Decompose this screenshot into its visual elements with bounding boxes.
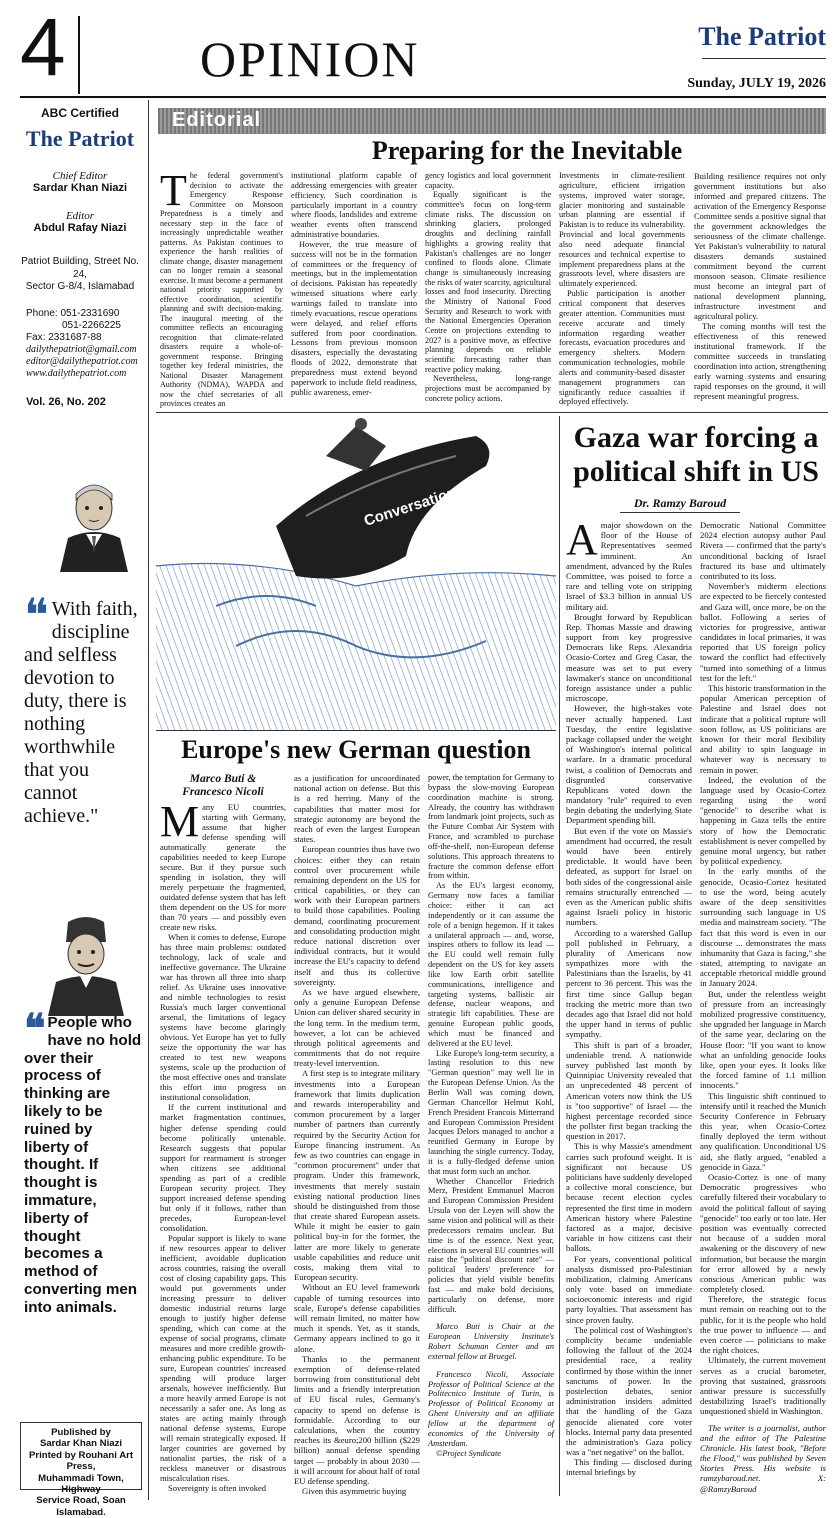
quote-2	[24, 1007, 142, 1317]
editorial-col-2	[291, 171, 417, 397]
phone: Phone: 051-2331690	[26, 307, 120, 319]
quote-mark: ❝	[24, 590, 49, 641]
gaza-col-1	[566, 515, 692, 1478]
paragraph: Therefore, the strategic focus must remain on reaching out to the public, for it is the people who hold the true power to influence — and even coerce — politicians to make the right choices.	[700, 1294, 826, 1356]
paragraph: Amajor showdown on the floor of the House of Representatives seemed imminent. An amendment, advanced by the Rules Committee, was poised to force a rare and telling vote on stripping Israel of $3.3 billion in annual US military aid.	[566, 515, 692, 612]
cartoon-bottom-rule	[156, 730, 556, 731]
europe-byline	[160, 773, 286, 799]
paragraph: November's midterm elections are expected to be fiercely contested and Gaza will, once more, be on the ballot. Following a series of victories for progressive, antiwar candidates in local primaries, it was reported that US foreign policy toward the conflict had effectively "turned into something of a litmus test for the left."	[700, 581, 826, 683]
gaza-byline-rule	[620, 512, 740, 513]
editorial-banner-label: Editorial	[172, 109, 262, 131]
paragraph: as a justification for uncoordinated national action on defense. But this is a red herring. Many of the capabilities that matter most for strategic autonomy are beyond the reach of even the largest European states.	[294, 773, 420, 845]
editor-name: Abdul Rafay Niazi	[33, 222, 127, 234]
paragraph: Sovereignty is often invoked	[168, 1483, 266, 1494]
volume: Vol. 26, No. 202	[26, 395, 106, 408]
editorial-banner	[158, 108, 826, 134]
paragraph: Ultimately, the current movement serves as a crucial barometer, proving that sustained, grassroots antiwar pressure is successfully destabilizing Israel's traditionally unquestioned shield in Washington.	[700, 1355, 826, 1417]
paragraph: institutional platform capable of addressing emergencies with greater efficiency. Such coordination is particularly important in a country where floods, landslides and extreme weather events often transcend administrative boundaries.	[291, 171, 417, 240]
publisher-line: Published by	[51, 1427, 111, 1438]
editor-role: Editor	[65, 210, 95, 222]
europe-col-1	[160, 797, 286, 1494]
sidebar-rule	[148, 100, 149, 1500]
masthead-brand-rule	[702, 58, 826, 59]
paragraph: Many EU countries, starting with Germany, assume that higher defense spending will automatically generate the capabilities needed to keep Europe secure. But if they pursue such spending in isolation, they will merely perpetuate the fragmented, outdated defense system that has left them dependent on the US for more than 70 years — and possibly even create new risks.	[160, 797, 286, 933]
europe-col-2	[294, 773, 420, 1496]
paragraph: Given this asymmetric buying	[302, 1486, 407, 1497]
paragraph: Thanks to the permanent exemption of defense-related borrowing from constitutional debt limits and a friendly interpretation of EU fiscal rules, Germany's capacity to spend on defense is formidable. According to our calculations, when the country reaches its &euro;200 billion ($229 billion) annual defense spending target — probably in about 2030 — it will account for about half of total EU defense spending.	[294, 1353, 420, 1486]
publisher-line: Sardar Khan Niazi	[39, 1438, 123, 1450]
quote-text: With faith, discipline and selfless devotion to duty, there is nothing worthwhile that you cannot achieve."	[24, 598, 138, 827]
paragraph: This is why Massie's amendment carries such profound weight. It is significant not because US politicians have suddenly developed a collective moral conscience, but because recent election cycles represented the first time in modern American history where Palestine factored as a major, decisive variable in how citizens cast their ballots.	[566, 1141, 692, 1254]
europe-headline: Europe's new German question	[181, 735, 531, 764]
section-title: OPINION	[200, 31, 420, 87]
paragraph: Whether Chancellor Friedrich Merz, President Emmanuel Macron and European Commission President Ursula von der Leyen will show the same vision and political will as their predecessors remains unclear. But time is of the essence. Next year, elections in several EU countries will raise the "political discount rate" — political leaders' preference for policies that yield visible benefits fast — and make bold decisions, particularly on defense, more difficult.	[428, 1176, 554, 1314]
paragraph: As the EU's largest economy, Germany now faces a familiar choice: either it can act independently or it can assume the role of a benign hegemon. If it takes a unilateral approach — and, worse, inspires others to follow its lead — the EU could well remain fully dependent on the US for key assets like low Earth orbit satellite communications, intelligence and targeting systems, ballistic air defense, nuclear weapons, and strategic lift capabilities. These are genuine European public goods, which must be financed and delivered at the EU level.	[428, 881, 554, 1048]
publisher-line: Service Road, Soan Islamabad.	[36, 1495, 126, 1518]
website: www.dailythepatriot.com	[26, 367, 127, 379]
abc-certified: ABC Certified	[40, 106, 119, 120]
paragraph: According to a watershed Gallup poll published in February, a plurality of Americans now sympathizes more with the Palestinians than the Israelis, by 41 percent to 36 percent. This was the first time since Gallup began tracking the metric more than two decades ago that Israel did not hold the upper hand in terms of public sympathy.	[566, 927, 692, 1040]
masthead-brand: The Patriot	[698, 22, 826, 51]
editorial-col-1	[160, 166, 283, 409]
editorial-col-3	[425, 171, 551, 404]
paragraph: Building resilience requires not only government institutions but also informed and prepared citizens. The activation of the Emergency Response Committee sends a positive signal that the government acknowledges the seriousness of the climate challenge. Yet Pakistan's vulnerability to natural disasters demands sustained commitment beyond the current monsoon season. Climate resilience must become an integral part of national development planning, infrastructure investment and agricultural policy.	[694, 171, 826, 322]
masthead-rule	[20, 96, 826, 98]
paragraph: The political cost of Washington's complicity became undeniable following the fallout of the 2024 presidential race, a reality confirmed by those within the inner sanctums of power. In the postelection debates, senior administration insiders admitted that the handling of the Gaza genocide alienated core voter blocks. Internal party data presented the administration's Gaza policy was a "net negative" on the ballot.	[566, 1324, 692, 1458]
sidebar-brand: The Patriot	[25, 126, 135, 151]
publisher-line: Muhammadi Town, Highway	[38, 1472, 124, 1496]
paragraph: Public participation is another critical component that deserves greater attention. Communities must receive accurate and timely information regarding weather forecasts, evacuation procedures and emergency shelters. Modern communication technologies, mobile alerts and community-based disaster management programmers can significantly reduce casualties if deployed effectively.	[559, 289, 685, 407]
phone: 051-2266225	[62, 319, 121, 331]
email: editor@dailythepatriot.com	[26, 355, 138, 367]
paragraph: Indeed, the evolution of the language used by Ocasio-Cortez regarding using the word "genocide" to describe what is happening in Gaza tells the entire story of how the Democratic establishment is never compelled by genuine moral urgency, but rather by political expediency.	[700, 774, 826, 867]
paragraph: The coming months will test the effectiveness of this renewed institutional framework. If the committee succeeds in translating coordination into action, strengthening early warning systems and ensuring rapid responses on the ground, it will represent meaningful progress.	[694, 321, 826, 402]
editorial-col-5	[694, 171, 826, 401]
page-number: 4	[20, 2, 66, 93]
paragraph: This finding — disclosed during internal briefings by	[566, 1457, 692, 1478]
paragraph: This linguistic shift continued to intensify until it reached the Munich Security Conference in February this year, when Ocasio-Cortez finally deployed the term without any qualification. Unconditional US aid, she flatly argued, "enabled a genocide in Gaza."	[700, 1090, 826, 1172]
paragraph: For years, conventional political analysts dismissed pro-Palestinian mobilization, claiming Americans only vote based on immediate socioeconomic interests and rigid party loyalties. That assessment has since proven faulty.	[566, 1253, 692, 1325]
publisher-line: Printed by Rouhani Art Press,	[28, 1449, 134, 1473]
paragraph: A first step is to integrate military investments into a European framework that limits duplication and rewards interoperability and common procurement by a larger number of partners than currently required by the Security Action for Europe financing instrument. As few as two countries can engage in "common procurement" under that program. Under this framework, investments that merely sustain existing national production lines should be distinguished from those that create shared European assets. While it might be easier to gain political buy-in for the former, the latter are more likely to generate usable capabilities and reduce unit costs, making them vital to European security.	[294, 1068, 420, 1283]
quote-text: People who have no hold over their process of thinking are likely to be ruined by liberty of thought. If thought is immature, liberty of thought becomes a method of converting men into animals.	[24, 1014, 142, 1316]
paragraph: This historic transformation in the popular American perception of Palestine and Israel does not indicate that a political rupture will soon follow, as US politicians are known for their moral flexibility and ability to spin language in whatever way is necessary to remain in power.	[700, 683, 826, 775]
gaza-col-2	[700, 520, 826, 1494]
gaza-headline: Gaza war forcing a political shift in US	[573, 421, 819, 488]
editorial-headline: Preparing for the Inevitable	[371, 136, 683, 165]
address-line: Patriot Building, Street No. 24,	[21, 256, 139, 280]
paragraph: If the current institutional and market fragmentation continues, higher defense spending could become politically untenable. Research suggests that popular support for rearmament is stronger when citizens see additional spending as part of a credible European security project. They support increased defense spending but only if it follows, rather than precedes, European-level consolidation.	[160, 1102, 286, 1233]
paragraph: power, the temptation for Germany to bypass the slow-moving European coordination machine is strong. Already, the country has withdrawn from landmark joint projects, such as the Future Combat Air System with France, and scrambled to purchase off-the-shelf, non-European defense solutions. This approach threatens to fracture the common defense effort from within.	[428, 773, 554, 881]
paragraph: Without an EU level framework capable of turning resources into scale, Europe's defense capabilities will remain limited, no matter how much it spends. Yet, as it stands, Germany appears inclined to go it alone.	[294, 1282, 420, 1354]
gaza-left-rule	[559, 416, 560, 1496]
paragraph: European countries thus have two choices: either they can retain control over procurement while remaining dependent on the US for critical capabilities, or they can work with their European partners to build those capabilities. Pooling demand, coordinating procurement and consolidating production might reduce national discretion over individual contracts, but it would increase the EU's capacity to defend itself and thus its collective sovereignty.	[294, 844, 420, 987]
paragraph: Investments in climate-resilient agriculture, efficient irrigation systems, improved water storage, glacier monitoring and sustainable urban planning are essential if Pakistan is to reduce its vulnerability. Provincial and local governments also need adequate financial resources and technical expertise to implement preparedness plans at the grassroots level, where disasters are ultimately experienced.	[559, 171, 685, 289]
copyright: ©Project Syndicate	[436, 1448, 501, 1458]
paragraph: The federal government's decision to activate the Emergency Response Committee on Monsoon Preparedness is a timely and necessary step in the face of increasingly unpredictable weather patterns. As Pakistan continues to experience the harsh realities of climate change, disaster management can no longer remain a seasonal exercise. It must become a permanent national priority supported by effective coordination, scientific planning and swift decision-making. The inaugural meeting of the committee reflects an encouraging recognition that climate-related disasters require a whole-of-government response. Bringing together key federal ministries, the National Disaster Management Authority (NDMA), WAPDA and now the chief secretaries of all provinces creates an	[160, 166, 283, 409]
contacts	[20, 308, 140, 380]
masthead-vline	[78, 16, 80, 94]
paragraph: Ocasio-Cortez is one of many Democratic progressives who carefully filtered their vocabulary to avoid the political fallout of saying "genocide" too early or too late. Her position was eventually corrected not because of a sudden moral awakening or the discovery of new information, but because the margin for error allowed by a newly conscious American public was completely closed.	[700, 1172, 826, 1295]
quote-mark: ❝	[24, 1007, 46, 1051]
byline-line: Francesco Nicoli	[182, 786, 264, 798]
ship-label: Conversations	[361, 481, 467, 530]
author-bio: Marco Buti is Chair at the European University Institute's Robert Schuman Center and an external fellow at Bruegel.	[428, 1322, 554, 1361]
europe-col-3	[428, 773, 554, 1458]
paragraph: Brought forward by Republican Rep. Thomas Massie and drawing support from key progressive Democrats like Reps. Alexandria Ocasio-Cortez and Greg Casar, the measure was set to put every lawmaker's stance on unconditional foreign assistance under a public microscope.	[566, 611, 692, 704]
fax: Fax: 2331687-88	[26, 331, 102, 343]
portrait-quaid	[54, 478, 134, 572]
paragraph: But even if the vote on Massie's amendment had occurred, the result would have been entirely predictable. It would have been defeated, as support for Israel on both sides of the congressional aisle remains structurally entrenched — even as the American public shifts against Israeli policy in historic numbers.	[566, 825, 692, 928]
chief-editor-name: Sardar Khan Niazi	[32, 182, 128, 194]
paragraph: Popular support is likely to wane if new resources appear to deliver inefficient, avoidable duplication across countries, raising the overall cost of closing capability gaps. This would put governments under increasing pressure to deliver domestic industrial returns large enough to justify higher defense spending, which can come at the expense of social programs, climate measures and more credible growth-enhancing public expenditure. To be sure, European countries' increased spending will produce larger arsenals, however inefficiently. But a more heavily armed Europe is not necessarily a safer one. As long as states are acting mainly through national defense systems, Europe will remain strategically exposed. If larger countries are governed by nationalist parties, the risk of a reckless maneuver or disastrous miscalculation rises.	[160, 1232, 286, 1484]
paragraph: However, the true measure of success will not be in the formation of committees or the frequency of meetings, but in the implementation of decisions. Pakistan has repeatedly witnessed situations where early warnings failed to translate into timely evacuations, rescue operations were delayed, and relief efforts suffered from poor coordination. Lessons from previous monsoon disasters, especially the devastating floods of 2022, demonstrate that preparedness must extend beyond paperwork to include field readiness, public awareness, emer-	[291, 239, 417, 397]
cartoon	[156, 416, 556, 730]
paragraph: However, the high-stakes vote never actually happened. Last Tuesday, the entire legislative package collapsed under the weight of Washington's internal political warfare. In a dramatic procedural twist, a coalition of Democrats and disgruntled conservative Republicans voted down the mandatory "rule" required to even begin debating the underlying State Department spending bill.	[566, 703, 692, 826]
address-line: Sector G-8/4, Islamabad	[25, 281, 135, 292]
publisher-box	[20, 1422, 142, 1518]
paragraph: As we have argued elsewhere, only a genuine European Defense Union can deliver shared security in the long term. In the medium term, however, a lot can be achieved through political agreements and commitments that do not require treaty-level intervention.	[294, 986, 420, 1069]
sidebar	[20, 104, 142, 1518]
author-bio: The writer is a journalist, author and the editor of The Palestine Chronicle. His latest book, "Before the Flood," was published by Seven Stories Press. His website is ramzybaroud.net. X: @RamzyBaroud	[700, 1422, 826, 1494]
paragraph: This shift is part of a broader, undeniable trend. A nationwide survey published last month by Quinnipiac University revealed that an unprecedented 48 percent of American voters now think the US is "too supportive" of Israel — the highest percentage recorded since the pollster first began tracking the question in 2017.	[566, 1039, 692, 1142]
gaza-byline: Dr. Ramzy Baroud	[633, 496, 727, 510]
paragraph: Equally significant is the committee's focus on long-term climate risks. The discussion on shrinking glaciers, prolonged droughts and declining rainfall highlights a growing reality that Pakistan's challenges are no longer confined to floods alone. Climate change is simultaneously increasing the risks of water scarcity, agricultural losses and food insecurity. Directing the Ministry of National Food Security and Research to work with the National Emergencies Operation Centre on projections extending to 2027 is a positive move, as effective planning depends on reliable scientific forecasting rather than reactive policy making.	[425, 190, 551, 374]
quote-1	[24, 590, 142, 828]
paragraph: gency logistics and local government capacity.	[425, 171, 551, 190]
email: dailythepatriot@gmail.com	[26, 343, 137, 355]
paragraph: In the early months of the genocide, Ocasio-Cortez hesitated to use the word, being acutely aware of the deep sensitivities surrounding such language in US media and mainstream society. "The fact that this word is even in our discourse ... demonstrates the mass inhumanity that Gaza is facing," she stated, attempting to navigate an acceptable rhetorical middle ground in January 2024.	[700, 866, 826, 989]
chief-editor-role: Chief Editor	[52, 170, 108, 182]
paragraph: But, under the relentless weight of pressure from an increasingly mobilized progressive constituency, she upgraded her language in March of the same year, declaring on the House floor: "If you want to know what an unfolding genocide looks like, open your eyes. It looks like the forced famine of 1.1 million innocents."	[700, 988, 826, 1091]
masthead-date: Sunday, JULY 19, 2026	[687, 76, 826, 91]
author-bio: Francesco Nicoli, Associate Professor of Political Science at the Politecnico Institute of Turin, is Professor of Political Economy at Ghent University and an affiliate fellow at the department of economics of the University of Amsterdam.	[428, 1369, 554, 1448]
editorial-bottom-rule	[156, 412, 828, 413]
address	[20, 256, 140, 294]
portrait-iqbal	[44, 916, 128, 1016]
paragraph: Democratic National Committee 2024 election autopsy author Paul Rivera — confirmed that the party's unconditional backing of Israel fractured its base and ultimately contributed to its loss.	[700, 520, 826, 581]
paragraph: Nevertheless, long-range projections must be accompanied by concrete policy actions.	[425, 374, 551, 403]
paragraph: Like Europe's long-term security, a lasting resolution to this new "German question" may well lie in the European Defense Union. As the Berlin Wall was coming down, German Chancellor Helmut Kohl, French President Francois Mitterrand and European Commission President Jacques Delors managed to anchor a reunified Germany in Europe by launching the single currency. Today, it is a fully-fledged defense union that must form such an anchor.	[428, 1048, 554, 1176]
paragraph: When it comes to defense, Europe has three main problems: outdated technology, lack of scale and ineffective governance. The Ukraine war has thrown all three into sharp relief. As Ukraine uses innovative and nimble technologies to resist Russia's much larger conventional arsenal, the limitations of legacy systems have become glaringly obvious. Yet Europe has yet to fully seize the opportunity the war has created to test new weapons systems, scale up the production of the most effective ones and translate this effort into progress on institutional consolidation.	[160, 932, 286, 1103]
byline-line: Marco Buti &	[189, 773, 257, 785]
editorial-col-4	[559, 171, 685, 407]
